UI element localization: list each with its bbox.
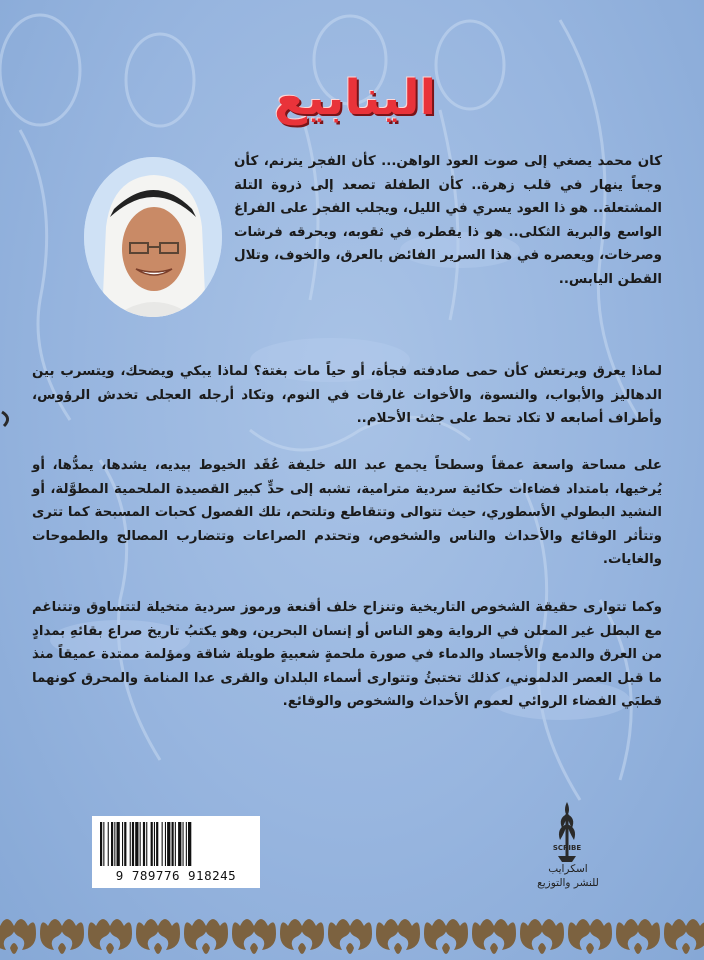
barcode-bar xyxy=(172,822,174,866)
barcode-bar xyxy=(154,822,155,866)
barcode-bar xyxy=(151,822,153,866)
ornament-icon xyxy=(616,919,660,954)
blurb-paragraph-4: وكما تتوارى حقيقة الشخوص التاريخية وتنزاح خلف أقنعة ورموز سردية متخيلة لتتساوق وتتناغم مع البطل غير المعلن في الرواية وهو الناس أو إنسان البحرين، وهو يكتبُ تاريخ صراع بقائهِ بمدادٍ من العرق والدمع والأجساد والدماء في صورة ملحمةٍ شعبيةٍ طويلة شاقة ومؤلمة ممتدة عميقاً منذ ما قبل العصر الدلموني، كذلك تختبئُ وتتوارى أسماء البلدان والقرى عدا المنامة والمحرق كونهما قطبَي الفضاء الروائي لعموم الأحداث والشخوص والوقائع. xyxy=(32,600,662,709)
barcode-bar xyxy=(186,822,187,866)
isbn-barcode xyxy=(92,816,260,888)
barcode-bar xyxy=(167,822,170,866)
barcode-bar xyxy=(183,822,184,866)
ornament-icon xyxy=(424,919,468,954)
publisher-name-block xyxy=(520,862,616,890)
scribe-logo-icon xyxy=(542,800,592,866)
author-portrait xyxy=(84,157,222,317)
ornament-icon xyxy=(88,919,132,954)
barcode-bar xyxy=(124,822,126,866)
isbn-number: 9 789776 918245 xyxy=(115,868,237,883)
blurb-paragraph-1: كان محمد يصغي إلى صوت العود الواهن... كأن الفجر يترنم، كأن وجعاً ينهار في قلب زهرة.. كأن الطفلة تصعد إلى ذروة التلة المشتعلة.. هو ذا العود يسري في الليل، ويجلب الفجر على الفراغ الواسع والبرية الثكلى.. هو ذا يقطره في ثقوبه، ويحرقه فرشات وصرخات، ويعصره في هذا السرير الفائض بالعرق، والخوف، وتلال القطن اليابس.. xyxy=(234,154,662,287)
barcode-bar xyxy=(100,822,102,866)
ornament-icon xyxy=(328,919,372,954)
ornament-icon xyxy=(184,919,228,954)
barcode-bar xyxy=(132,822,134,866)
ornament-icon xyxy=(0,919,36,954)
barcode-bar xyxy=(135,822,138,866)
barcode-bar xyxy=(117,822,120,866)
barcode-bar xyxy=(178,822,181,866)
ornament-icon xyxy=(472,919,516,954)
ornament-icon xyxy=(136,919,180,954)
blurb-paragraph-2: لماذا يعرق ويرتعش كأن حمى صادفته فجأة، أو حياً مات بغتة؟ لماذا يبكي ويضحك، ويتسرب بين الدهاليز والأبواب، والنسوة، والأخوات غارقات في النوم، وتكاد أرجله العجلى تخدش الرؤوس، وأطراف أصابعه لا تكاد تحط على جثث الأحلام.. xyxy=(32,364,662,426)
barcode-bar xyxy=(165,822,166,866)
barcode-bar xyxy=(130,822,131,866)
logo-wordmark: SCRIBE xyxy=(552,844,582,852)
ornament-icon xyxy=(568,919,612,954)
barcode-bar xyxy=(175,822,176,866)
barcode-bar xyxy=(162,822,163,866)
barcode-bar xyxy=(146,822,147,866)
ornament-icon xyxy=(280,919,324,954)
publisher-tagline: للنشر والتوزيع xyxy=(537,877,599,889)
barcode-bars xyxy=(98,822,254,868)
barcode-bar xyxy=(143,822,145,866)
barcode-bar xyxy=(111,822,113,866)
barcode-bar xyxy=(156,822,158,866)
publisher-name: اسكرايب xyxy=(548,863,588,875)
ornament-icon xyxy=(664,919,704,954)
barcode-bar xyxy=(188,822,191,866)
blurb-paragraph-3: على مساحة واسعة عمقاً وسطحاً يجمع عبد الله خليفة عُقَد الخيوط بيديه، يشدها، يمدُّها، أو يُرخيها، بامتداد فضاءات حكائية سردية مترامية، تشبه إلى حدٍّ كبير القصيدة الملحمية المطوَّلة، أو النشيد البطولي الأسطوري، حيث تتوالى وتتقاطع وتلتحم، تلك الفصول كحبات المسبحة كما تترى وتتأثر الوقائع والأحداث والناس والشخوص، وتحتدم الصراعات وتتضارب المصالح والطموحات والغايات. xyxy=(32,458,662,567)
barcode-bar xyxy=(103,822,104,866)
edge-glyph-icon xyxy=(0,408,12,430)
ornament-icon xyxy=(232,919,276,954)
ornamental-border xyxy=(0,912,704,960)
portrait-photo xyxy=(84,157,222,317)
barcode-bar xyxy=(122,822,123,866)
ornament-icon xyxy=(520,919,564,954)
ornament-icon xyxy=(40,919,84,954)
barcode-bar xyxy=(114,822,115,866)
ornament-icon xyxy=(376,919,420,954)
barcode-bar xyxy=(140,822,141,866)
book-title: الينابيع xyxy=(273,70,437,126)
barcode-bar xyxy=(108,822,109,866)
